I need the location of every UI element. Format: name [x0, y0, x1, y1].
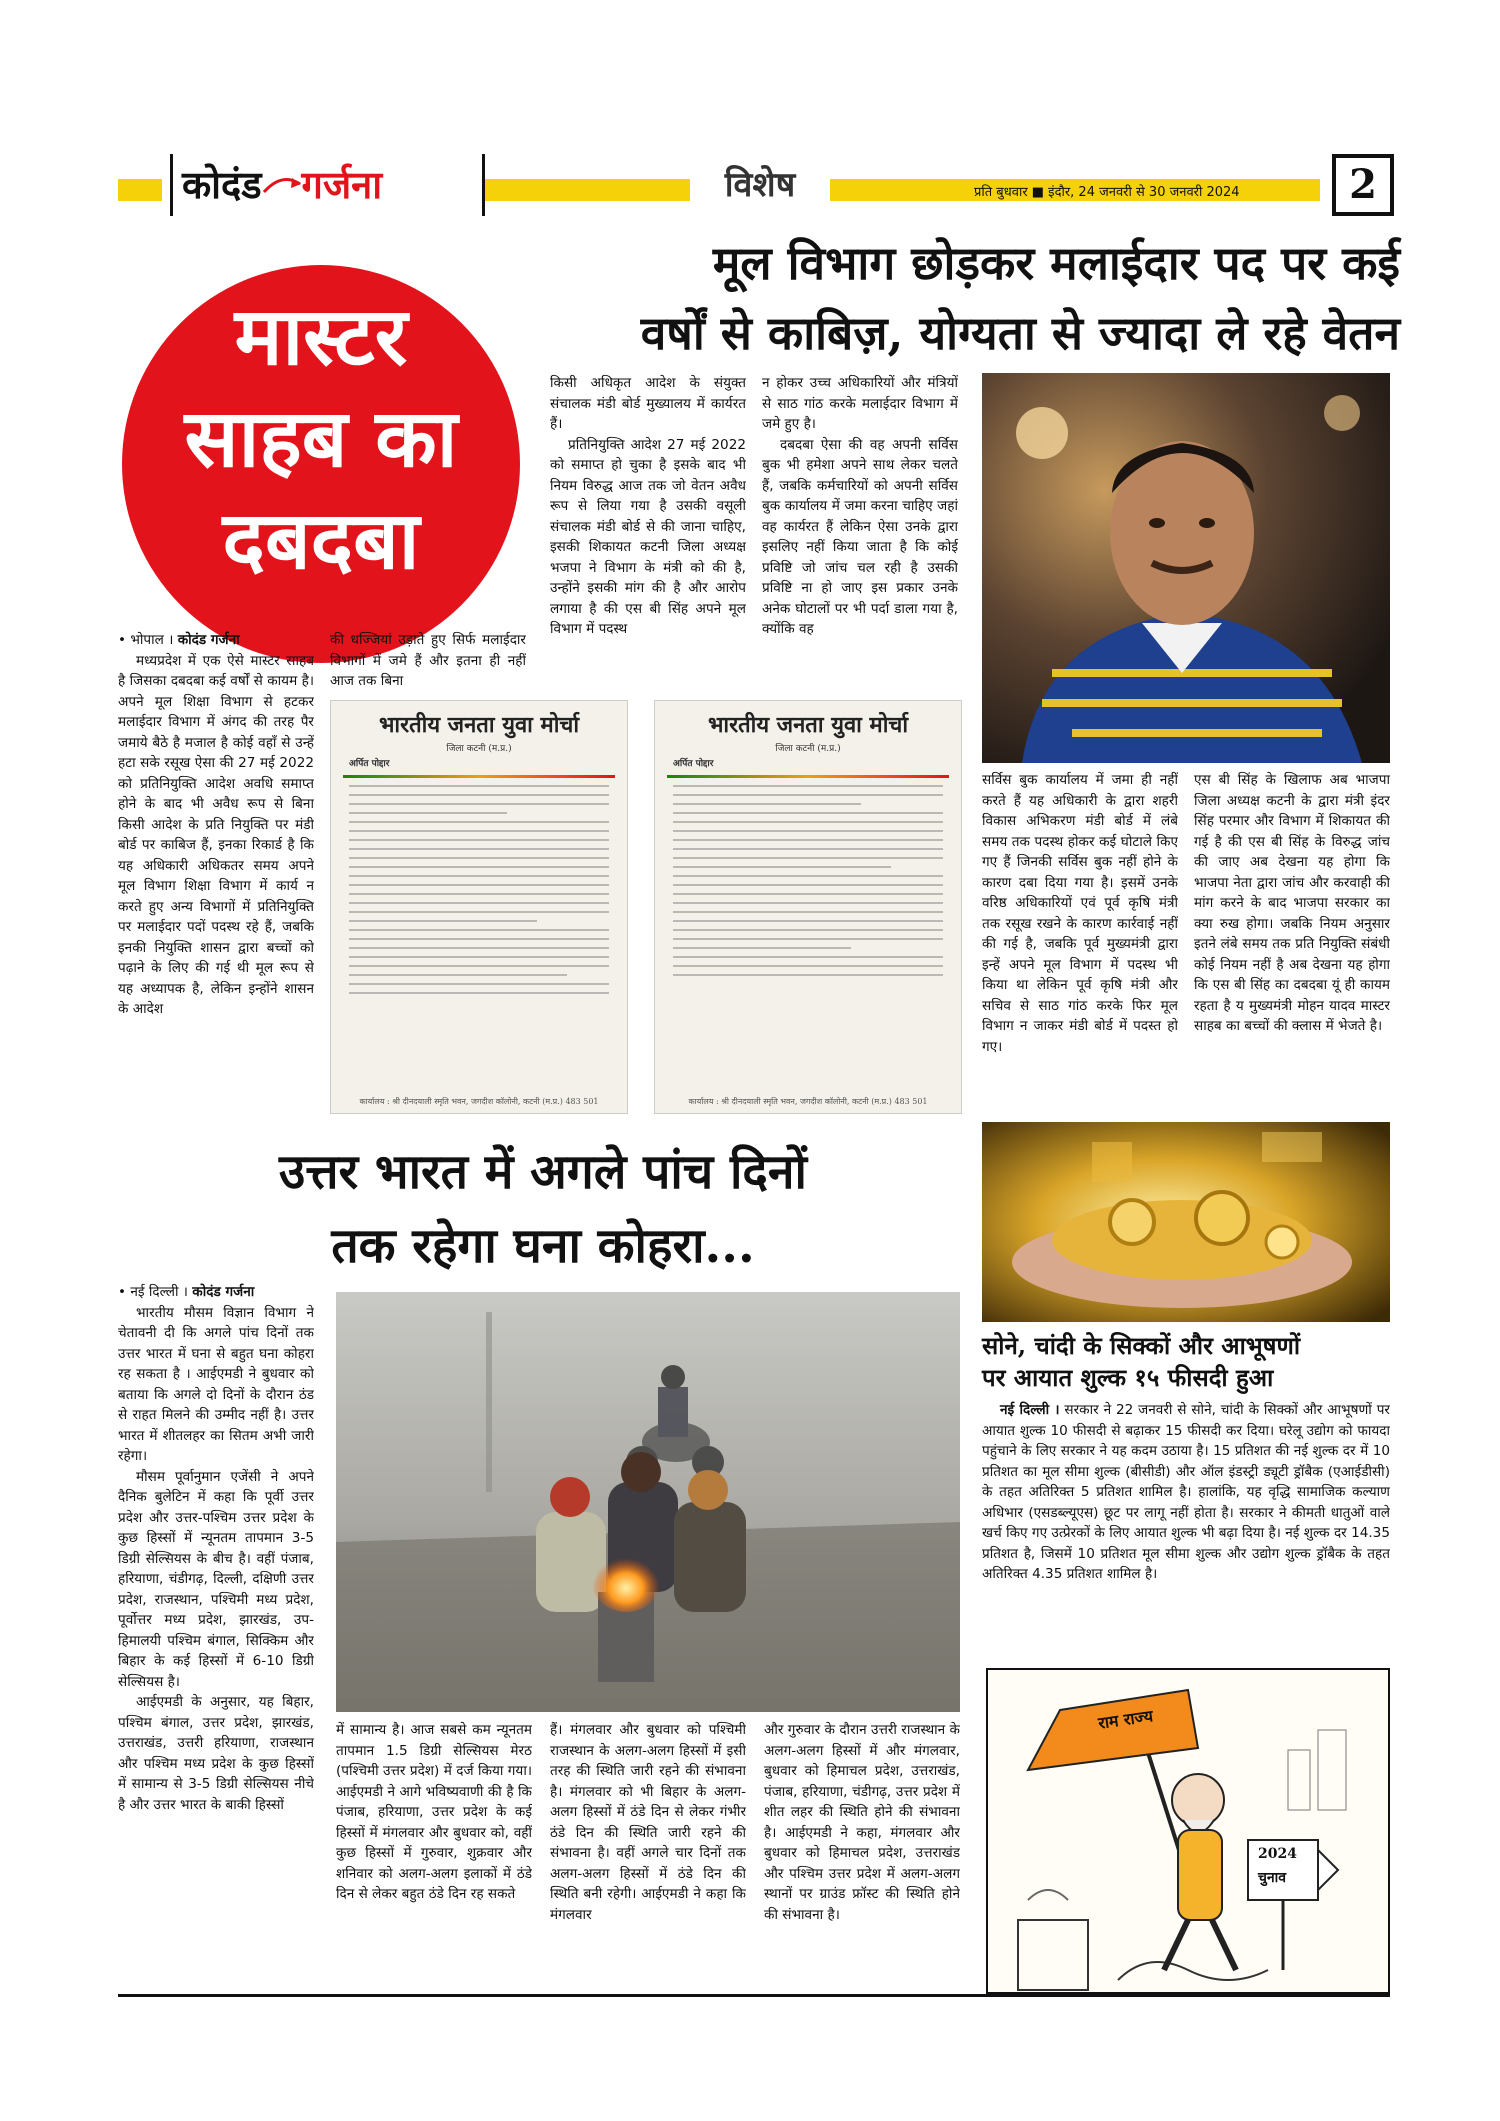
story1-column-3	[550, 373, 746, 693]
story2-headline-line-1: उत्तर भारत में अगले पांच दिनों	[279, 1144, 807, 1200]
gold-photo-illustration	[982, 1122, 1390, 1322]
story1-headline-line-1: मूल विभाग छोड़कर मलाईदार पद पर कई	[712, 236, 1400, 290]
page-number-box	[1332, 154, 1394, 216]
letter-1-district: जिला कटनी (म.प्र.)	[446, 744, 512, 754]
story2-column-2	[336, 1720, 532, 1982]
letter-1-text-lines	[331, 785, 627, 994]
masthead-logo	[182, 158, 474, 214]
story3-body	[982, 1400, 1390, 1652]
story1-column-5	[982, 770, 1178, 1120]
kicker-line-2: साहब का	[184, 391, 458, 485]
story2-column-3	[550, 1720, 746, 1982]
story2-headline-line-2: तक रहेगा घना कोहरा...	[331, 1218, 755, 1274]
cartoon-flag-text: राम राज्य	[1097, 1706, 1155, 1733]
kicker-circle	[122, 265, 520, 663]
portrait-illustration	[982, 373, 1390, 763]
section-label: विशेष	[724, 165, 796, 205]
cartoon-sign-year: 2024	[1258, 1846, 1297, 1862]
story2-column-1	[118, 1282, 314, 1982]
letter-1-org: भारतीय जनता युवा मोर्चा	[378, 712, 580, 738]
story2-paragraph: आईएमडी के अनुसार, यह बिहार, पश्चिम बंगाल, उत्तर प्रदेश, झारखंड, उत्तराखंड, उत्तरी हरियाणा, राजस्थान और पश्चिम मध्य प्रदेश के कुछ हिस्सों में सामान्य से 3-5 डिग्री सेल्सियस नीचे है और उत्तर भारत के बाकी हिस्सों	[118, 1694, 314, 1813]
story2-paragraph: मौसम पूर्वानुमान एजेंसी ने अपने दैनिक बुलेटिन में कहा कि पूर्वी उत्तर प्रदेश और उत्तर-पश्चिम उत्तर प्रदेश के कुछ हिस्सों में न्यूनतम तापमान 3-5 डिग्री सेल्सियस के बीच है। वहीं पंजाब, हरियाणा, चंडीगढ़, दिल्ली, दक्षिणी उत्तर प्रदेश, राजस्थान, पश्चिमी मध्य प्रदेश, पूर्वोत्तर मध्य प्रदेश, झारखंड, उप-हिमालयी पश्चिम बंगाल, सिक्किम और बिहार के कई हिस्सों में 6-10 डिग्री सेल्सियस है।	[118, 1468, 314, 1690]
story3-text: सरकार ने 22 जनवरी से सोने, चांदी के सिक्कों और आभूषणों पर आयात शुल्क 10 फीसदी से बढ़ाकर 15 फीसदी कर दिया। घरेलू उद्योग को फायदा पहुंचाने के लिए सरकार ने यह कदम उठाया है। 15 प्रतिशत की नई शुल्क दर में 10 प्रतिशत का मूल सीमा शुल्क (बीसीडी) और ऑल इंडस्ट्री ड्यूटी ड्रॉबैक (एआईडीसी) के तहत अतिरिक्त 5 प्रतिशत शामिल है। हालांकि, यह वृद्धि सामाजिक कल्याण अधिभार (एसडब्ल्यूएस) छूट पर लागू नहीं होता है। सरकार ने कीमती धातुओं वाले खर्च किए गए उत्प्रेरकों के लिए आयात शुल्क भी बढ़ा दिया है। नई शुल्क दर 14.35 प्रतिशत है, जिसमें 10 प्रतिशत मूल सीमा शुल्क और उद्योग शुल्क ड्रॉबैक के तहत अतिरिक्त 4.35 प्रतिशत शामिल है।	[982, 1402, 1390, 1582]
story3-dateline: नई दिल्ली ।	[1000, 1402, 1060, 1418]
cartoon-illustration	[988, 1670, 1388, 1992]
story3-headline-line-1: सोने, चांदी के सिक्कों और आभूषणों	[982, 1331, 1301, 1360]
logo-arrow-icon	[262, 170, 302, 200]
story3-headline-line-2: पर आयात शुल्क १५ फीसदी हुआ	[982, 1363, 1274, 1392]
letter-1-footer: कार्यालय : श्री दीनदयाली स्मृति भवन, जगदीश कॉलोनी, कटनी (म.प्र.) 483 501	[359, 1097, 599, 1106]
letter-2-footer: कार्यालय : श्री दीनदयाली स्मृति भवन, जगदीश कॉलोनी, कटनी (म.प्र.) 483 501	[688, 1097, 928, 1106]
story2-column-4	[764, 1720, 960, 1982]
fog-people-warming-photo	[336, 1292, 960, 1712]
story2-paragraph: हैं। मंगलवार और बुधवार को पश्चिमी राजस्थान के अलग-अलग हिस्सों में इसी तरह की स्थिति जारी रहने की संभावना है। मंगलवार को भी बिहार के अलग-अलग हिस्सों में ठंडे दिन से लेकर गंभीर ठंडे दिन की स्थिति जारी रहने की संभावना है। वहीं अगले चार दिनों तक अलग-अलग हिस्सों में ठंडे दिन की स्थिति बनी रहेगी। आईएमडी ने कहा कि मंगलवार	[550, 1722, 746, 1923]
gold-jewellery-photo	[982, 1122, 1390, 1322]
letter-2-org: भारतीय जनता युवा मोर्चा	[707, 712, 909, 738]
kicker-line-1: मास्टर	[234, 289, 408, 383]
complaint-letter-image-1	[330, 700, 628, 1114]
story2-dateline: • नई दिल्ली । कोदंड गर्जना	[118, 1284, 255, 1300]
story3-headline	[982, 1330, 1390, 1394]
story1-paragraph: की धज्जियां उड़ाते हुए सिर्फ मलाईदार विभागों में जमे हैं और इतना ही नहीं आज तक बिना	[330, 632, 526, 689]
kicker-text	[122, 285, 520, 591]
logo-text-garjana: गर्जना	[301, 162, 383, 207]
story2-paragraph: भारतीय मौसम विज्ञान विभाग ने चेतावनी दी कि अगले पांच दिनों तक उत्तर भारत में घना से बहुत घना कोहरा रह सकता है । आईएमडी ने बुधवार को बताया कि अगले दो दिनों के दौरान ठंड से राहत मिलने की उम्मीद नहीं है। उत्तर भारत में शीतलहर का सितम अभी जारी रहेगा।	[118, 1304, 314, 1464]
story1-column-4	[762, 373, 958, 693]
page-number: 2	[1349, 161, 1377, 208]
kicker-line-3: दबदबा	[222, 493, 420, 587]
story1-column-2	[330, 630, 526, 692]
logo-text-kodand: कोदंड	[182, 162, 262, 207]
story1-paragraph: सर्विस बुक कार्यालय में जमा ही नहीं करते हैं यह अधिकारी के द्वारा शहरी विकास अभिकरण मंडी बोर्ड में लंबे समय तक पदस्थ होकर कई घोटाले किए गए हैं जिनकी सर्विस बुक नहीं होने के कारण दबा दिया गया है। इसमें उनके वरिष्ठ अधिकारियों एवं पूर्व कृषि मंत्री तक रसूख रखने के कारण कार्रवाई नहीं की गई है, जबकि पूर्व मुख्यमंत्री द्वारा इन्हें अपने मूल विभाग में पदस्थ भी किया था लेकिन पूर्व कृषि मंत्री और सचिव से साठ गांठ करके फिर मूल विभाग न जाकर मंडी बोर्ड में पदस्त हो गए।	[982, 772, 1178, 1055]
story1-paragraph: न होकर उच्च अधिकारियों और मंत्रियों से साठ गांठ करके मलाईदार विभाग में जमे हुए है।	[762, 375, 958, 432]
letter-2-text-lines	[655, 785, 961, 976]
story1-paragraph: प्रतिनियुक्ति आदेश 27 मई 2022 को समाप्त हो चुका है इसके बाद भी नियम विरुद्ध आज तक जो वेतन अवैध रूप से लिया गया है उसकी वसूली संचालक मंडी बोर्ड से की जाना चाहिए, इसकी शिकायत कटनी जिला अध्यक्ष भजपा ने विभाग के मंत्री को की है, उन्होंने इसकी मांग की है और आरोप लगाया है की एस बी सिंह अपने मूल विभाग में पदस्थ	[550, 436, 746, 637]
story1-paragraph: मध्यप्रदेश में एक ऐसे मास्टर साहब है जिसका दबदबा कई वर्षों से कायम है। अपने मूल शिक्षा विभाग से हटकर मलाईदार विभाग में अंगद की तरह पैर जमाये बैठे है मजाल है कोई वहाँ से उन्हें हटा सके रसूख ऐसा की 27 मई 2022 को प्रतिनियुक्ति आदेश अवधि समाप्त होने के बाद भी अवैध रूप से बिना किसी आदेश के प्रति नियुक्ति पर मंडी बोर्ड पर काबिज हैं, इनका रिकार्ड है कि यह अधिकारी अधिकतर समय अपने मूल विभाग शिक्षा विभाग में कार्य न करते हुए अन्य विभागों में प्रतिनियुक्ति पर मलाईदार पदों पदस्थ रहे हैं, जबकि इनकी नियुक्ति शासन द्वारा बच्चों को पढ़ाने के लिए की गई थी मूल रूप से यह अध्यापक है, लेकिन इन्होंने शासन के आदेश	[118, 652, 314, 1017]
fog-photo-illustration	[336, 1292, 960, 1712]
letter-1-name: अर्पित पोद्दार	[349, 759, 390, 769]
official-portrait-photo	[982, 373, 1390, 763]
letter-2-district: जिला कटनी (म.प्र.)	[775, 744, 841, 754]
story1-column-6	[1194, 770, 1390, 1120]
story1-paragraph: दबदबा ऐसा की वह अपनी सर्विस बुक भी हमेशा अपने साथ लेकर चलते हैं, जबकि कर्मचारियों को अपनी सर्विस बुक कार्यालय में जमा करना चाहिए जहां वह कार्यरत हैं लेकिन ऐसा उनके द्वारा इसलिए नहीं किया जाता है कि कोई प्रविष्टि जो जांच चल रही है उसकी प्रविष्टि ना हो जाए इस प्रकार उनके अनेक घोटालों पर भी पर्दा डाला गया है, क्योंकि वह	[762, 436, 958, 637]
story3-paragraph	[982, 1400, 1390, 1585]
logo-divider-right	[482, 154, 485, 216]
letter-1-rule	[343, 775, 615, 778]
masthead	[118, 150, 1398, 220]
story2-paragraph: और गुरुवार के दौरान उत्तरी राजस्थान के अलग-अलग हिस्सों में और मंगलवार, बुधवार को हिमाचल प्रदेश, उत्तराखंड, पंजाब, हरियाणा, चंडीगढ़, उत्तर प्रदेश में शीत लहर की स्थिति होने की संभावना है। आईएमडी ने कहा, मंगलवार और बुधवार को हिमाचल प्रदेश, उत्तराखंड और पश्चिम उत्तर प्रदेश में अलग-अलग स्थानों पर ग्राउंड फ्रॉस्ट की स्थिति होने की संभावना है।	[764, 1722, 960, 1923]
story1-dateline: • भोपाल । कोदंड गर्जना	[118, 632, 240, 648]
cartoon-sign-text: चुनाव	[1258, 1870, 1287, 1886]
logo-divider-left	[170, 154, 173, 216]
story2-paragraph: में सामान्य है। आज सबसे कम न्यूनतम तापमान 1.5 डिग्री सेल्सियस मेरठ (पश्चिमी उत्तर प्रदेश) में दर्ज किया गया। आईएमडी ने आगे भविष्यवाणी की है कि पंजाब, हरियाणा, उत्तर प्रदेश के कई हिस्सों में मंगलवार और बुधवार को, वहीं कुछ हिस्सों में गुरुवार, शुक्रवार और शनिवार को अलग-अलग इलाकों में ठंडे दिन से लेकर बहुत ठंडे दिन रह सकते	[336, 1722, 532, 1902]
story1-headline-line-2: वर्षों से काबिज़, योग्यता से ज्यादा ले रहे वेतन	[640, 306, 1400, 360]
letter-2-name: अर्पित पोद्दार	[673, 759, 714, 769]
political-cartoon	[986, 1668, 1390, 1994]
story1-column-1	[118, 630, 314, 1120]
letter-2-rule	[667, 775, 949, 778]
story2-headline	[118, 1135, 968, 1283]
story1-paragraph: एस बी सिंह के खिलाफ अब भाजपा जिला अध्यक्ष कटनी के द्वारा मंत्री इंदर सिंह परमार और विभाग में शिकायत की गई है की एस बी सिंह के विरुद्ध जांच की जाए अब देखना यह होगा कि भाजपा नेता द्वारा जांच और करवाही की मांग करने के बाद भाजपा सरकार का क्या रुख होगा। जबकि नियम अनुसार इतने लंबे समय तक प्रति नियुक्ति संबंधी कोई नियम नहीं है अब देखना यह होगा कि एस बी सिंह का दबदबा यूं ही कायम रहता है य मुख्यमंत्री मोहन यादव मास्टर साहब का बच्चों की क्लास में भेजते है।	[1194, 772, 1390, 1034]
page-bottom-rule	[118, 1994, 1390, 1997]
issue-line: प्रति बुधवार ■ इंदौर, 24 जनवरी से 30 जनवरी 2024	[974, 185, 1240, 200]
story1-paragraph: किसी अधिकृत आदेश के संयुक्त संचालक मंडी बोर्ड मुख्यालय में कार्यरत हैं।	[550, 375, 746, 432]
complaint-letter-image-2	[654, 700, 962, 1114]
story1-headline	[520, 228, 1400, 368]
